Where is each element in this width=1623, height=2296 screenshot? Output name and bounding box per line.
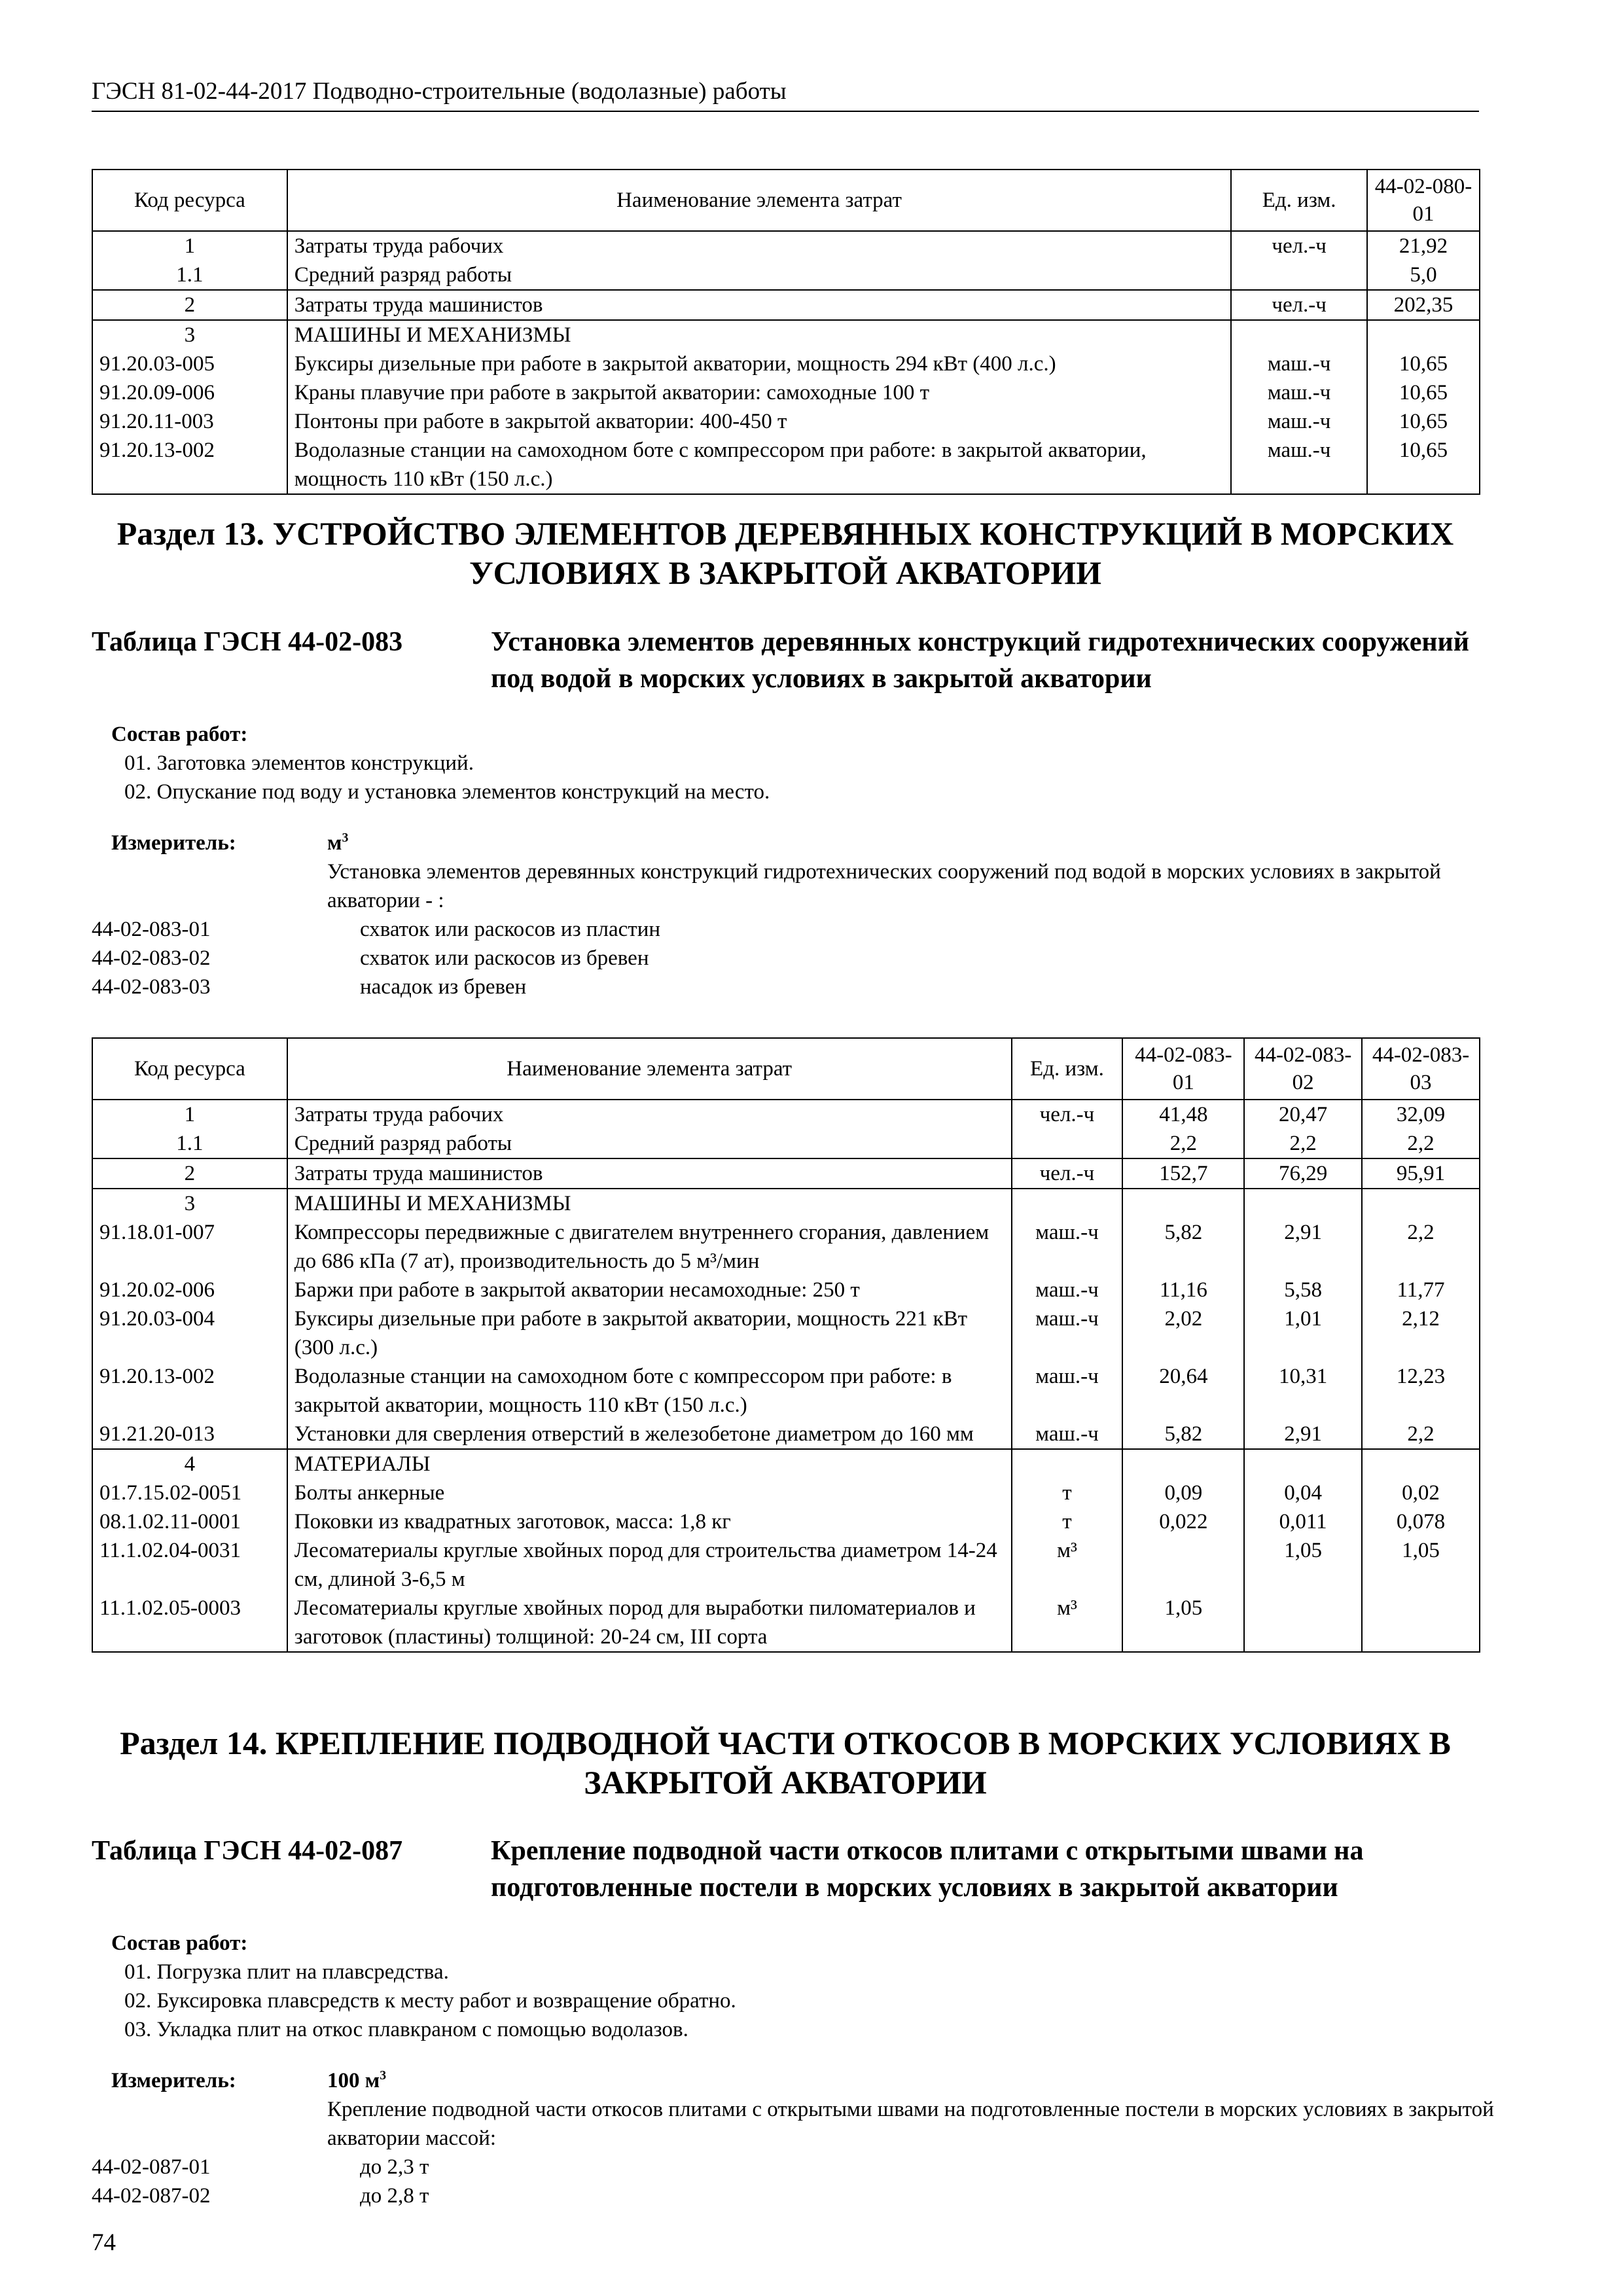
resource-code: 11.1.02.05-0003 xyxy=(92,1594,287,1652)
resource-name: Понтоны при работе в закрытой акватории: 400-450 т xyxy=(287,407,1231,436)
resource-name: Затраты труда машинистов xyxy=(287,290,1231,320)
table-row xyxy=(92,1158,1480,1189)
resource-unit: т xyxy=(1012,1479,1123,1507)
norm-value: 5,58 xyxy=(1244,1276,1362,1304)
resource-code: 2 xyxy=(92,1158,287,1189)
norm-name: до 2,3 т xyxy=(360,2155,429,2179)
norm-item xyxy=(92,915,1492,944)
norm-value: 10,31 xyxy=(1244,1362,1362,1420)
norm-value: 152,7 xyxy=(1122,1158,1244,1189)
norm-value xyxy=(1362,1594,1480,1652)
norm-name: схваток или раскосов из бревен xyxy=(360,946,649,970)
norm-value: 76,29 xyxy=(1244,1158,1362,1189)
resource-name: Буксиры дизельные при работе в закрытой акватории, мощность 221 кВт (300 л.с.) xyxy=(287,1304,1012,1362)
section-13-title: Раздел 13. УСТРОЙСТВО ЭЛЕМЕНТОВ ДЕРЕВЯННЫХ КОНСТРУКЦИЙ В МОРСКИХ УСЛОВИЯХ В ЗАКРЫТОЙ АКВАТОРИИ xyxy=(116,515,1454,591)
resource-name: Краны плавучие при работе в закрытой акватории: самоходные 100 т xyxy=(287,378,1231,407)
norm-value: 20,64 xyxy=(1122,1362,1244,1420)
norm-value: 5,0 xyxy=(1367,260,1480,290)
resource-unit: чел.-ч xyxy=(1012,1158,1123,1189)
resource-unit: маш.-ч xyxy=(1012,1420,1123,1449)
table-row xyxy=(92,407,1480,436)
resource-code: 1.1 xyxy=(92,1129,287,1158)
norm-value xyxy=(1122,1189,1244,1218)
resource-code: 91.20.11-003 xyxy=(92,407,287,436)
norm-value: 2,2 xyxy=(1362,1218,1480,1276)
col-header-norm-01: 44-02-083-01 xyxy=(1122,1038,1244,1100)
resource-code: 91.20.13-002 xyxy=(92,436,287,494)
table-087-description xyxy=(92,1929,1492,2210)
resource-unit: м³ xyxy=(1012,1536,1123,1594)
resource-code: 91.18.01-007 xyxy=(92,1218,287,1276)
resource-name: Затраты труда рабочих xyxy=(287,1100,1012,1129)
table-row xyxy=(92,1189,1480,1218)
table-row xyxy=(92,1276,1480,1304)
col-header-unit: Ед. изм. xyxy=(1231,170,1367,231)
resource-unit: маш.-ч xyxy=(1231,350,1367,378)
norm-value xyxy=(1362,1189,1480,1218)
norm-value: 0,02 xyxy=(1362,1479,1480,1507)
resource-unit: маш.-ч xyxy=(1012,1362,1123,1420)
norm-value: 41,48 xyxy=(1122,1100,1244,1129)
norm-value: 11,16 xyxy=(1122,1276,1244,1304)
resource-code: 1.1 xyxy=(92,260,287,290)
resource-code: 1 xyxy=(92,1100,287,1129)
norm-value xyxy=(1367,320,1480,350)
resource-unit: маш.-ч xyxy=(1012,1276,1123,1304)
section-14-title: Раздел 14. КРЕПЛЕНИЕ ПОДВОДНОЙ ЧАСТИ ОТКОСОВ В МОРСКИХ УСЛОВИЯХ В ЗАКРЫТОЙ АКВАТОРИИ xyxy=(120,1725,1451,1801)
resource-unit: чел.-ч xyxy=(1231,290,1367,320)
resource-unit: маш.-ч xyxy=(1012,1218,1123,1276)
col-header-name: Наименование элемента затрат xyxy=(287,1038,1012,1100)
resource-code: 4 xyxy=(92,1449,287,1479)
resource-unit xyxy=(1012,1129,1123,1158)
resource-name: Затраты труда рабочих xyxy=(287,231,1231,260)
resource-code: 2 xyxy=(92,290,287,320)
norm-value: 10,65 xyxy=(1367,407,1480,436)
norm-value: 2,2 xyxy=(1362,1129,1480,1158)
table-087-label: Таблица ГЭСН 44-02-087 xyxy=(92,1836,403,1866)
resource-unit xyxy=(1231,260,1367,290)
norm-value: 2,12 xyxy=(1362,1304,1480,1362)
table-row xyxy=(92,1218,1480,1276)
norm-code: 44-02-083-02 xyxy=(92,946,211,970)
table-row xyxy=(92,1129,1480,1158)
col-header-unit: Ед. изм. xyxy=(1012,1038,1123,1100)
table-083-label: Таблица ГЭСН 44-02-083 xyxy=(92,627,403,657)
norm-value: 95,91 xyxy=(1362,1158,1480,1189)
work-step: 03. Укладка плит на откос плавкраном с помощью водолазов. xyxy=(124,2018,688,2041)
norm-value: 0,04 xyxy=(1244,1479,1362,1507)
table-row xyxy=(92,1536,1480,1594)
norm-code: 44-02-087-02 xyxy=(92,2184,211,2208)
norm-value xyxy=(1122,1536,1244,1594)
table-row xyxy=(92,231,1480,260)
resource-unit: маш.-ч xyxy=(1231,378,1367,407)
resource-name: Лесоматериалы круглые хвойных пород для строительства диаметром 14-24 см, длиной 3-6,5 м xyxy=(287,1536,1012,1594)
norm-item xyxy=(92,2153,1492,2181)
resource-name: Средний разряд работы xyxy=(287,260,1231,290)
norm-value xyxy=(1122,1449,1244,1479)
norm-value xyxy=(1244,1189,1362,1218)
norm-value: 20,47 xyxy=(1244,1100,1362,1129)
norm-value: 10,65 xyxy=(1367,378,1480,407)
resource-name: Водолазные станции на самоходном боте с компрессором при работе: в закрытой акватории, мощность 110 кВт (150 л.с.) xyxy=(287,1362,1012,1420)
norm-value: 2,91 xyxy=(1244,1218,1362,1276)
work-step: 02. Буксировка плавсредств к месту работ и возвращение обратно. xyxy=(124,1989,736,2013)
norm-value: 2,91 xyxy=(1244,1420,1362,1449)
resource-code: 91.20.09-006 xyxy=(92,378,287,407)
resource-unit xyxy=(1012,1449,1123,1479)
norm-name: схваток или раскосов из пластин xyxy=(360,918,661,941)
resource-code: 11.1.02.04-0031 xyxy=(92,1536,287,1594)
work-step: 01. Погрузка плит на плавсредства. xyxy=(124,1960,449,1984)
resource-unit: м³ xyxy=(1012,1594,1123,1652)
resource-name: Компрессоры передвижные с двигателем внутреннего сгорания, давлением до 686 кПа (7 ат), производительность до 5 м³/мин xyxy=(287,1218,1012,1276)
norm-value: 2,2 xyxy=(1244,1129,1362,1158)
resource-name: МАШИНЫ И МЕХАНИЗМЫ xyxy=(287,320,1231,350)
resource-code: 08.1.02.11-0001 xyxy=(92,1507,287,1536)
table-row xyxy=(92,320,1480,350)
resource-name: Затраты труда машинистов xyxy=(287,1158,1012,1189)
norm-code: 44-02-083-01 xyxy=(92,918,211,941)
norm-value: 10,65 xyxy=(1367,350,1480,378)
resource-unit: чел.-ч xyxy=(1012,1100,1123,1129)
resource-code: 91.21.20-013 xyxy=(92,1420,287,1449)
table-083-title: Установка элементов деревянных конструкций гидротехнических сооружений под водой в морских условиях в закрытой акватории xyxy=(491,627,1469,694)
resource-name: Установки для сверления отверстий в железобетоне диаметром до 160 мм xyxy=(287,1420,1012,1449)
works-label: Состав работ: xyxy=(111,1931,248,1955)
running-header: ГЭСН 81-02-44-2017 Подводно-строительные (водолазные) работы xyxy=(92,77,1479,112)
resource-code: 3 xyxy=(92,320,287,350)
norm-value: 2,2 xyxy=(1362,1420,1480,1449)
table-083-heading xyxy=(92,624,1479,702)
col-header-code: Код ресурса xyxy=(92,170,287,231)
meter-unit: 100 $м^3$ xyxy=(327,2068,387,2092)
table-row xyxy=(92,1420,1480,1449)
work-step: 01. Заготовка элементов конструкций. xyxy=(124,751,474,775)
resource-name: Баржи при работе в закрытой акватории несамоходные: 250 т xyxy=(287,1276,1012,1304)
meter-label: Измеритель: xyxy=(111,831,236,855)
resource-code: 91.20.03-005 xyxy=(92,350,287,378)
table-row xyxy=(92,1507,1480,1536)
resource-name: МАТЕРИАЛЫ xyxy=(287,1449,1012,1479)
norm-value: 1,05 xyxy=(1122,1594,1244,1652)
norm-code: 44-02-083-03 xyxy=(92,975,211,999)
col-header-norm-02: 44-02-083-02 xyxy=(1244,1038,1362,1100)
table-row xyxy=(92,290,1480,320)
norm-value: 21,92 xyxy=(1367,231,1480,260)
resource-name: Поковки из квадратных заготовок, масса: 1,8 кг xyxy=(287,1507,1012,1536)
table-087-heading xyxy=(92,1833,1479,1911)
norm-item xyxy=(92,2181,1492,2210)
resource-code: 91.20.03-004 xyxy=(92,1304,287,1362)
norm-value: 202,35 xyxy=(1367,290,1480,320)
meter-description: Установка элементов деревянных конструкций гидротехнических сооружений под водой в морских условиях в закрытой акватории - : xyxy=(327,860,1441,912)
norm-name: до 2,8 т xyxy=(360,2184,429,2208)
meter-description: Крепление подводной части откосов плитами с открытыми швами на подготовленные постели в морских условиях в закрытой акватории массой: xyxy=(327,2098,1494,2150)
resource-table-083 xyxy=(92,1037,1480,1653)
table-row xyxy=(92,1362,1480,1420)
resource-code: 3 xyxy=(92,1189,287,1218)
meter-label: Измеритель: xyxy=(111,2069,236,2092)
norm-value: 1,05 xyxy=(1244,1536,1362,1594)
resource-unit: маш.-ч xyxy=(1231,407,1367,436)
norm-value: 10,65 xyxy=(1367,436,1480,494)
col-header-norm: 44-02-080-01 xyxy=(1367,170,1480,231)
norm-value: 0,011 xyxy=(1244,1507,1362,1536)
norm-value: 5,82 xyxy=(1122,1420,1244,1449)
norm-code: 44-02-087-01 xyxy=(92,2155,211,2179)
table-row xyxy=(92,1594,1480,1652)
resource-name: Лесоматериалы круглые хвойных пород для выработки пиломатериалов и заготовок (пластины) толщиной: 20-24 см, III сорта xyxy=(287,1594,1012,1652)
resource-unit: маш.-ч xyxy=(1231,436,1367,494)
resource-name: Буксиры дизельные при работе в закрытой акватории, мощность 294 кВт (400 л.с.) xyxy=(287,350,1231,378)
resource-code: 91.20.02-006 xyxy=(92,1276,287,1304)
resource-code: 01.7.15.02-0051 xyxy=(92,1479,287,1507)
norm-value: 2,02 xyxy=(1122,1304,1244,1362)
resource-unit xyxy=(1012,1189,1123,1218)
norm-value: 12,23 xyxy=(1362,1362,1480,1420)
resource-name: Средний разряд работы xyxy=(287,1129,1012,1158)
norm-value: 2,2 xyxy=(1122,1129,1244,1158)
norm-value xyxy=(1244,1449,1362,1479)
norm-value: 1,05 xyxy=(1362,1536,1480,1594)
col-header-norm-03: 44-02-083-03 xyxy=(1362,1038,1480,1100)
resource-unit: маш.-ч xyxy=(1012,1304,1123,1362)
table-row xyxy=(92,436,1480,494)
page-number: 74 xyxy=(92,2229,116,2256)
table-row xyxy=(92,350,1480,378)
norm-item xyxy=(92,944,1492,973)
norm-value: 32,09 xyxy=(1362,1100,1480,1129)
table-body xyxy=(92,231,1480,494)
table-row xyxy=(92,1100,1480,1129)
norm-value: 1,01 xyxy=(1244,1304,1362,1362)
table-083-description xyxy=(92,720,1492,1001)
resource-name: МАШИНЫ И МЕХАНИЗМЫ xyxy=(287,1189,1012,1218)
norm-value: 5,82 xyxy=(1122,1218,1244,1276)
works-label: Состав работ: xyxy=(111,723,248,746)
resource-unit: чел.-ч xyxy=(1231,231,1367,260)
table-row xyxy=(92,1449,1480,1479)
resource-code: 91.20.13-002 xyxy=(92,1362,287,1420)
norm-value xyxy=(1244,1594,1362,1652)
norm-item xyxy=(92,973,1492,1001)
table-row xyxy=(92,260,1480,290)
work-step: 02. Опускание под воду и установка элементов конструкций на место. xyxy=(124,780,770,804)
norm-value: 0,09 xyxy=(1122,1479,1244,1507)
table-row xyxy=(92,378,1480,407)
resource-table-080 xyxy=(92,169,1480,495)
col-header-code: Код ресурса xyxy=(92,1038,287,1100)
meter-unit: $м^3$ xyxy=(327,831,349,855)
table-body xyxy=(92,1100,1480,1652)
norm-value: 0,078 xyxy=(1362,1507,1480,1536)
resource-unit: т xyxy=(1012,1507,1123,1536)
table-row xyxy=(92,1304,1480,1362)
norm-value: 11,77 xyxy=(1362,1276,1480,1304)
norm-value xyxy=(1362,1449,1480,1479)
resource-unit xyxy=(1231,320,1367,350)
col-header-name: Наименование элемента затрат xyxy=(287,170,1231,231)
norm-value: 0,022 xyxy=(1122,1507,1244,1536)
table-row xyxy=(92,1479,1480,1507)
table-087-title: Крепление подводной части откосов плитами с открытыми швами на подготовленные постели в морских условиях в закрытой акватории xyxy=(491,1836,1364,1903)
norm-name: насадок из бревен xyxy=(360,975,527,999)
resource-name: Болты анкерные xyxy=(287,1479,1012,1507)
resource-name: Водолазные станции на самоходном боте с компрессором при работе: в закрытой акватории, мощность 110 кВт (150 л.с.) xyxy=(287,436,1231,494)
resource-code: 1 xyxy=(92,231,287,260)
